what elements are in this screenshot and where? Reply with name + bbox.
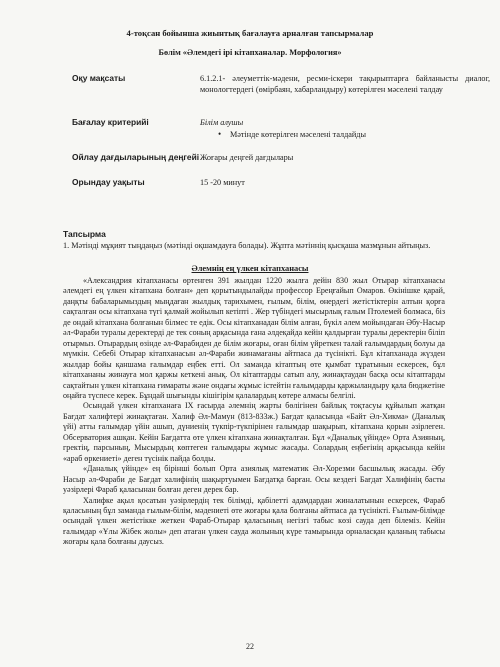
page-number: 22 [246, 642, 254, 651]
criteria-item [72, 129, 432, 141]
meta-row-level [72, 152, 432, 164]
task-text: 1. Мәтінді мұқият тыңдаңыз (мәтінді оқшамдауға болады). Жұпта мәтіннің қысқаша мазмұнын айтыңыз. [63, 241, 431, 250]
meta-row-criteria [72, 117, 432, 147]
goal-value: 6.1.2.1- әлеуметтік-мәдени, ресми-іскери тақырыптарға байланысты диалог, монологтердегі (өмірбаян, хабарландыру) көтерілген мәселені талдау [200, 74, 490, 94]
article-paragraph: «Даналық үйінде» ең бірінші болып Орта азиялық математик Әл-Хорезми басшылық жасады. Әбу Насыр әл-Фараби де Бағдат халифінің шақыртуымен Бағдатқа барған. Осы кездегі Бағдат Халифінің басты уәзірлері Фараб қаласынан болған деген дерек бар. [63, 464, 445, 495]
article-body [63, 276, 445, 548]
article-paragraph: Халифке ақыл қосатын уәзірлердің тек білімді, қабілетті адамдардан жиналатынын ескерсек, Фараб қаласының бұл заманда ғылым-білім, мәдениеті өте жоғары қала болғаны айтпаса да түсінікті. Ғылым-білімде осындай үлкен жетістікке жеткен Фараб-Отырар қаласының негізгі табыс көзі сауда деп білеміз. Кейін ғалымдар «Ұлы Жібек жолы» деп атаған үлкен сауда жолының күре тамырында орналасқан қаланың табысы жоғары қала болғаны даусыз. [63, 495, 445, 547]
goal-label: Оқу мақсаты [72, 73, 126, 83]
section-title: Бөлім «Әлемдегі ірі кітапханалар. Морфология» [158, 48, 342, 57]
criteria-label: Бағалау критерийі [72, 117, 149, 127]
article-paragraph: Осындай үлкен кітапханаға IX ғасырда әлемнің жарты бөлігінен байлық тоқтасуы құйылып жатқан Бағдат халифтері жинақтаған. Халиф Әл-Мамун (813-833ж.) Бағдат қаласында «Байт Әл-Хикма» (Даналық үйі) атты ғалымдар үйін ашып, дүниенің түкпір-түкпірінен ғалымдар шақырып, кітапхана қорын әзірлеген. Обсерватория ашқан. Кейін Бағдатта өте үлкен кітапхана жинақталған. Бұл «Даналық үйінде» Орта Азияның, гректің, парсының, Мысырдың көптеген ғалымдары жұмыс жасады. Солардың еңбегінің арқасында кейін «араб өркениеті» деген түсінік пайда болды. [63, 401, 445, 463]
meta-row-time [72, 177, 432, 189]
task-title: Тапсырма [63, 229, 106, 239]
bullet-icon: • [218, 129, 222, 139]
criteria-note: Білім алушы [200, 118, 244, 127]
article-paragraph: «Александрия кітапханасы өртенген 391 жылдан 1220 жылға дейін 830 жыл Отырар кітапханасы әлемдегі ең үлкен кітапхана болған» деп қорытындылайды профессор Ереңғайып Омаров. Өкінішке қарай, даңқты бабаларымыздың мыңдаған жылдық тарихымен, ғылым, білім, өнердегі жетістіктерін алтын қорға сақталған осы кітапхана түгі қалмай жойылып кетіпті . Жер түбіндегі мысырлық ғалым Птолемей болмаса, біз де ондай кітапхана болғанын білмес те едік. Осы кітапханадан білім алған, бүкіл әлем мойындаған Әбу-Насыр әл-Фараби туралы деректерді де тек соның арқасында ғана әлдеқайда кейін қалдырған туралы деректерін біліп отырмыз. Отырардың өзінде әл-Фарабиден де білім жоғары, оған білім үйреткен талай ғалымдардың болуы да мүмкін. Себебі Отырар кітапханасын әл-Фараби жинамағаны айтпаса да түсінікті. Бұл кітапханада жүзден жылдар бойы қаншама ғалымдар еңбек етті. Ол заманда кітаптың өте қымбат тұратынын ескерсек, бұл кітапхананы жинауға мол қаржы кеткені анық. Ол кітаптарды сатып алу, жинақтаудан басқа осы кітаптарды сақтайтын үлкен кітапхана ғимараты және ондағы жұмыс істейтін ғалымдарды қаржыландыру қала бюджетіне оңайға түспесе керек. Бұндай шығынды кішігірім қалалардың көтере алмасы белгілі. [63, 276, 445, 400]
time-value: 15 -20 минут [200, 178, 245, 187]
level-value: Жоғары деңгей дағдылары [200, 153, 294, 162]
time-label: Орындау уақыты [72, 177, 145, 187]
document-title: 4-тоқсан бойынша жиынтық бағалауға арналған тапсырмалар [126, 28, 374, 38]
level-label: Ойлау дағдыларының деңгейі [72, 152, 200, 162]
article-title: Әлемнің ең үлкен кітапханасы [191, 264, 309, 273]
meta-row-goal [72, 73, 490, 107]
criteria-item-text: Мәтінде көтерілген мәселені талдайды [230, 130, 366, 139]
